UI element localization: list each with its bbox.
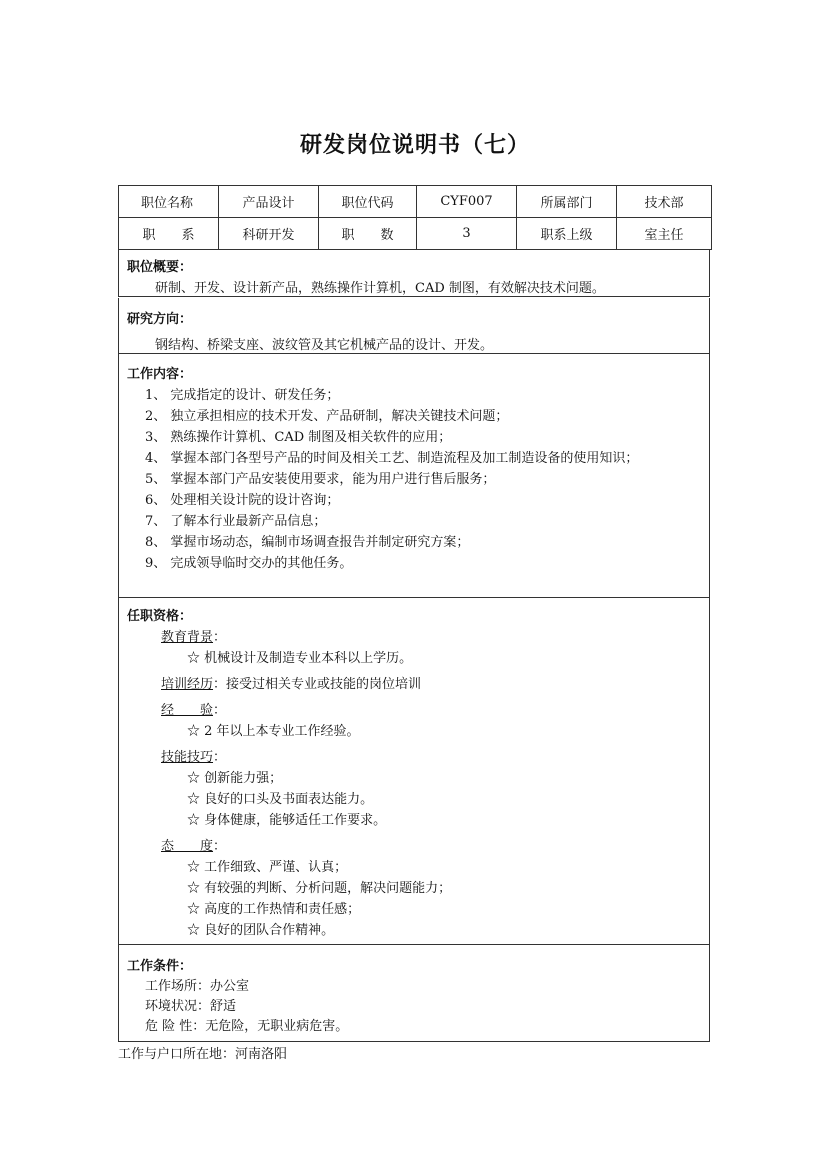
label-job-family: 职 系 [119,218,219,250]
value-department: 技术部 [617,186,712,218]
list-item: ☆ 机械设计及制造专业本科以上学历。 [187,651,413,666]
list-item: 环境状况：舒适 [145,999,237,1014]
label-superior: 职系上级 [517,218,617,250]
list-item: ☆ 高度的工作热情和责任感； [187,902,361,917]
education-label: 教育背景 [161,630,214,645]
value-superior: 室主任 [617,218,712,250]
colon: ： [213,839,227,854]
list-item: ☆ 身体健康，能够适任工作要求。 [187,813,387,828]
section-heading: 工作内容： [127,367,193,382]
page-title: 研发岗位说明书（七） [299,133,530,158]
label-headcount: 职 数 [319,218,417,250]
list-item: ☆ 创新能力强； [187,771,283,786]
work-section [118,354,710,598]
research-section [118,298,710,354]
colon: ： [213,703,227,718]
info-table [118,185,712,250]
value-headcount: 3 [417,218,517,250]
list-item: 6、 处理相关设计院的设计咨询； [145,493,340,508]
label-position-code: 职位代码 [319,186,417,218]
list-item: 3、 熟练操作计算机、CAD 制图及相关软件的应用； [145,430,452,445]
section-heading: 研究方向： [127,312,193,327]
summary-section [118,249,710,297]
list-item: 工作场所：办公室 [145,979,250,994]
table-row [119,218,712,250]
list-item: ☆ 工作细致、严谨、认真； [187,860,348,875]
list-item: 4、 掌握本部门各型号产品的时间及相关工艺、制造流程及加工制造设备的使用知识； [145,451,639,466]
list-item: 危 险 性：无危险，无职业病危害。 [145,1019,349,1034]
conditions-section [118,945,710,1042]
skills-label: 技能技巧 [161,750,214,765]
list-item: ☆ 2 年以上本专业工作经验。 [187,724,360,739]
summary-text: 研制、开发、设计新产品，熟练操作计算机，CAD 制图，有效解决技术问题。 [155,281,605,296]
colon: ： [213,750,227,765]
training-label: 培训经历 [161,677,214,692]
training-text: ：接受过相关专业或技能的岗位培训 [213,677,422,692]
list-item: 9、 完成领导临时交办的其他任务。 [145,556,353,571]
section-heading: 职位概要： [127,260,193,275]
work-location: 工作与户口所在地：河南洛阳 [118,1047,288,1062]
attitude-label: 态 度 [161,839,214,854]
table-row [119,186,712,218]
label-position-name: 职位名称 [141,196,194,211]
list-item: ☆ 有较强的判断、分析问题，解决问题能力； [187,881,452,896]
section-heading: 工作条件： [127,959,193,974]
label-department: 所属部门 [517,186,617,218]
research-text: 钢结构、桥梁支座、波纹管及其它机械产品的设计、开发。 [155,338,494,353]
list-item: ☆ 良好的团队合作精神。 [187,923,335,938]
list-item: 8、 掌握市场动态，编制市场调查报告并制定研究方案； [145,535,470,550]
value-job-family: 科研开发 [219,218,319,250]
value-position-code: CYF007 [417,186,517,218]
qualifications-section [118,598,710,945]
list-item: ☆ 良好的口头及书面表达能力。 [187,792,374,807]
section-heading: 任职资格： [127,609,193,624]
list-item: 1、 完成指定的设计、研发任务； [145,388,340,403]
experience-label: 经 验 [161,703,214,718]
list-item: 5、 掌握本部门产品安装使用要求，能为用户进行售后服务； [145,472,496,487]
list-item: 2、 独立承担相应的技术开发、产品研制，解决关键技术问题； [145,409,509,424]
colon: ： [213,630,227,645]
list-item: 7、 了解本行业最新产品信息； [145,514,327,529]
value-position-name: 产品设计 [219,186,319,218]
